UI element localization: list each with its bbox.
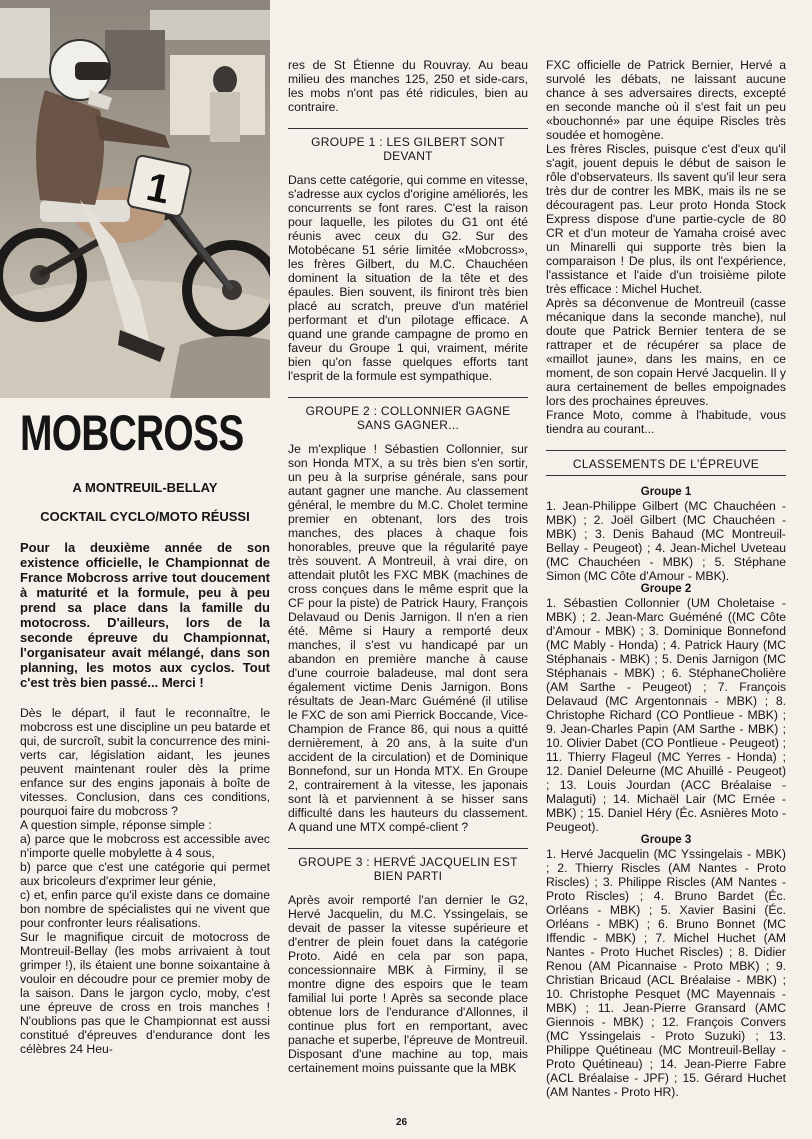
results-group-title: Groupe 2 bbox=[640, 583, 692, 595]
results-group-text: 1. Jean-Philippe Gilbert (MC Chauchéen - MBK) ; 2. Joël Gilbert (MC Chauchéen - MBK) ; 3. Denis Bahaud (MC Montreuil-Bellay - Peugeot) ; 4. Jean-Michel Uveteau (MC Chauchéen - MBK) ; 5. Stéphane Simon (MC Côte d'Amour - MBK). bbox=[546, 499, 786, 583]
motocross-photo bbox=[0, 0, 270, 398]
results-group-text: 1. Hervé Jacquelin (MC Yssingelais - MBK) ; 2. Thierry Riscles (AM Nantes - Proto Riscles) ; 3. Philippe Riscles (AM Nantes - Proto Riscles) ; 4. Bruno Bardet (Éc. Orléans - MBK) ; 5. Xavier Basini (Éc. Orléans - MBK) ; 6. Bruno Bonnet (MC Iffendic - MBK) ; 7. Michel Huchet (AM Nantes - Proto Huchet Riscles) ; 8. Didier Renou (AM Picannaise - Proto MBK) ; 9. Christian Bricaud (ACL Bréalaise - MBK) ; 10. Christophe Pesquet (MC Mayennais - MBK) ; 11. Jean-Pierre Gransard (AMC Giennois - MBK) ; 12. François Convers (MC Yssingelais - Proto Suzuki) ; 13. Philippe Quétineau (MC Montreuil-Bellay - Proto Quétineau) ; 14. Jean-Pierre Fabre (ACL Bréalaise - JPF) ; 15. Gérard Huchet (AM Nantes - Proto HR). bbox=[546, 847, 786, 1099]
body-paragraph: A question simple, réponse simple : bbox=[20, 818, 212, 832]
results-group-title: Groupe 3 bbox=[640, 834, 692, 846]
body-paragraph: c) et, enfin parce qu'il existe dans ce domaine bon nombre de spécialistes qui ne vivent que pour confronter leurs réalisations. bbox=[20, 888, 270, 930]
body-paragraph: Dès le départ, il faut le reconnaître, le mobcross est une discipline un peu batarde et qui, de surcroît, subit la concurrence des mini-verts car, législation aidant, les jeunes peuvent maintenant rouler dès la prime enfance sur des engins japonais à boîte de vitesses. Conclusion, dans ces conditions, pourquoi faire du mobcross ? bbox=[20, 706, 270, 818]
body-paragraph: Les frères Riscles, puisque c'est d'eux qu'il s'agit, jouent depuis le début de saison le rôle d'observateurs. Ils savent qu'il leur sera très dur de contrer les MBK, mais ils ne se découragent pas. Leur proto Honda Stock Express dispose d'une partie-cycle de 80 CR et d'un moteur de Yamaha croisé avec un Minarelli qui supporte très bien la comparaison ! De plus, ils ont l'expérience, l'assistance et l'aide d'un troisième pilote très efficace : Michel Huchet. bbox=[546, 142, 786, 296]
body-paragraph: Après sa déconvenue de Montreuil (casse mécanique dans la seconde manche), nul doute que Patrick Bernier tentera de se rattraper et de récupérer sa place de «maillot jaune», dans les mains, en ce moment, de son copain Hervé Jacquelin. Il y aura certainement de belles empoignades lors des prochaines épreuves. bbox=[546, 296, 786, 408]
results-group-text: 1. Sébastien Collonnier (UM Choletaise - MBK) ; 2. Jean-Marc Guéméné ((MC Côte d'Amour - MBK) ; 3. Dominique Bonnefond (MC Mably - Honda) ; 4. Patrick Haury (MC Stéphanais - MBK) ; 5. Denis Jarnigon (MC Stéphanais - MBK) ; 6. StéphaneCholière (AM Sarthe - Peugeot) ; 7. François Delavaud (MC Argentonnais - MBK) ; 8. Christophe Richard (CO Pontlieue - MBK) ; 9. Jean-Charles Papin (AM Sarthe - MBK) ; 10. Olivier Dabet (CO Pontlieue - Peugeot) ; 11. Thierry Flageul (MC Yerres - Honda) ; 12. Daniel Deleurne (MC Ahuillé - Peugeot) ; 13. Louis Jourdan (ACC Bréalaise - Malaguti) ; 14. Michaël Lair (MC Ernée - MBK) ; 15. Daniel Héry (Éc. Asnières Moto - Peugeot). bbox=[546, 596, 786, 834]
results-list bbox=[546, 486, 786, 1099]
body-paragraph: b) parce que c'est une catégorie qui permet aux bricoleurs d'exprimer leur génie, bbox=[20, 860, 270, 888]
results-group-title: Groupe 1 bbox=[640, 486, 692, 498]
plate-number: 1 bbox=[142, 164, 174, 213]
body-paragraph: France Moto, comme à l'habitude, vous tiendra au courant... bbox=[546, 408, 786, 436]
rider-illustration bbox=[0, 0, 270, 398]
body-paragraph: a) parce que le mobcross est accessible avec n'importe quelle mobylette à 4 sous, bbox=[20, 832, 270, 860]
section-text-groupe-1: Dans cette catégorie, qui comme en vitesse, s'adresse aux cyclos d'origine améliorés, les concurrents se font rares. C'est la raison pour laquelle, les pilotes du G1 ont été réunis avec ceux du G2. Sur des Motobécane 51 série limitée «Mobcross», les frères Gilbert, du M.C. Chauchéen dominent la situation de la tête et des épaules. Bien souvent, ils finiront très bien placé au scratch, preuve d'un matériel performant et d'un pilotage efficace. A quand une grande campagne de promo en faveur du Groupe 1 qui, vraiment, mérite bien qu'on fasse quelques efforts tant l'esprit de la formule est sympathique. bbox=[288, 173, 528, 383]
body-paragraph: res de St Étienne du Rouvray. Au beau milieu des manches 125, 250 et side-cars, les mobs n'ont pas été ridicules, bien au contraire. bbox=[288, 58, 528, 114]
location-subtitle: A MONTREUIL-BELLAY bbox=[72, 480, 218, 495]
column-2 bbox=[288, 58, 528, 1075]
body-paragraph: FXC officielle de Patrick Bernier, Hervé a survolé les débats, ne laissant aucune chance à ses adversaires directs, excepté en seconde manche où il s'est fait un peu «bouchonné» par une équipe Riscles très soudée et homogène. bbox=[546, 58, 786, 142]
page-number: 26 bbox=[396, 1117, 408, 1128]
results-heading: CLASSEMENTS DE L'ÉPREUVE bbox=[546, 450, 786, 476]
column-3 bbox=[546, 58, 786, 1099]
column-1 bbox=[20, 400, 270, 1056]
article-title: MOBCROSS bbox=[20, 405, 244, 461]
section-heading-groupe-1: GROUPE 1 : LES GILBERT SONT DEVANT bbox=[288, 128, 528, 163]
body-paragraph: Sur le magnifique circuit de motocross de Montreuil-Bellay (les mobs arrivaient à tout grimper !), ils étaient une bonne soixantaine à vouloir en découdre pour ce premier moby de la saison. Dans le jargon cyclo, moby, c'est une épreuve de cross en trois manches ! N'oublions pas que le Championnat est aussi constitué d'épreuves d'endurance dont les célèbres 24 Heu- bbox=[20, 930, 270, 1056]
section-heading-groupe-2: GROUPE 2 : COLLONNIER GAGNE SANS GAGNER... bbox=[288, 397, 528, 432]
section-heading-groupe-3: GROUPE 3 : HERVÉ JACQUELIN EST BIEN PARTI bbox=[288, 848, 528, 883]
article-subtitle: COCKTAIL CYCLO/MOTO RÉUSSI bbox=[40, 509, 250, 524]
lead-paragraph bbox=[20, 540, 270, 690]
section-text-groupe-2: Je m'explique ! Sébastien Collonnier, sur son Honda MTX, a su très bien s'en sortir, un peu à la surprise générale, sans pour autant gagner une manche. Au classement général, le membre du M.C. Cholet termine premier en obtenant, lors des trois manches, des places à chaque fois honorables, preuve que la régularité paye très souvent. A Montreuil, à vrai dire, on attendait plutôt les FXC MBK (machines de cross conçues dans le même esprit que la CF pour la piste) de Patrick Haury, François Delavaud ou Denis Jarnigon. Il n'en a rien été. Même si Haury a remporté deux manches, il s'est vu handicapé par un abandon en première manche à cause d'une courroie baladeuse, mal dont sera également victime Denis Jarnigon. Bons résultats de Jean-Marc Guéméné (il utilise le FXC de son ami Pierrick Boccande, Vice-Champion de France 86, qui nous a quitté dernièrement, à 20 ans, à la suite d'un accident de la circulation) et de Dominique Bonnefond, sur un Honda MTX. En Groupe 2, contrairement à la vitesse, les japonais sont là et parviennent à se hisser sans difficulté dans les hauteurs du classement. A quand une MTX compé-client ? bbox=[288, 442, 528, 834]
section-text-groupe-3: Après avoir remporté l'an dernier le G2, Hervé Jacquelin, du M.C. Yssingelais, se devait de passer la vitesse supérieure et d'entrer de plein fouet dans la catégorie Proto. Aidé en cela par son papa, concessionnaire MBK à Firminy, il se montre digne des espoirs que le team familial lui porte ! Après sa seconde place obtenue lors de l'endurance d'Allonnes, il continue plus fort en remportant, avec panache et superbe, l'épreuve de Montreuil. Disposant d'une machine au top, mais certainement moins puissante que la MBK bbox=[288, 893, 528, 1075]
lead-text: Pour la deuxième année de son existence officielle, le Championnat de France Mobcross arrive tout doucement à maturité et la formule, peu à peu prend sa place dans la famille du motocross. D'ailleurs, lors de la seconde épreuve du Championnat, l'organisateur avait mélangé, dans son planning, les motos aux cyclos. Tout c'est très bien passé... Merci ! bbox=[20, 540, 270, 690]
